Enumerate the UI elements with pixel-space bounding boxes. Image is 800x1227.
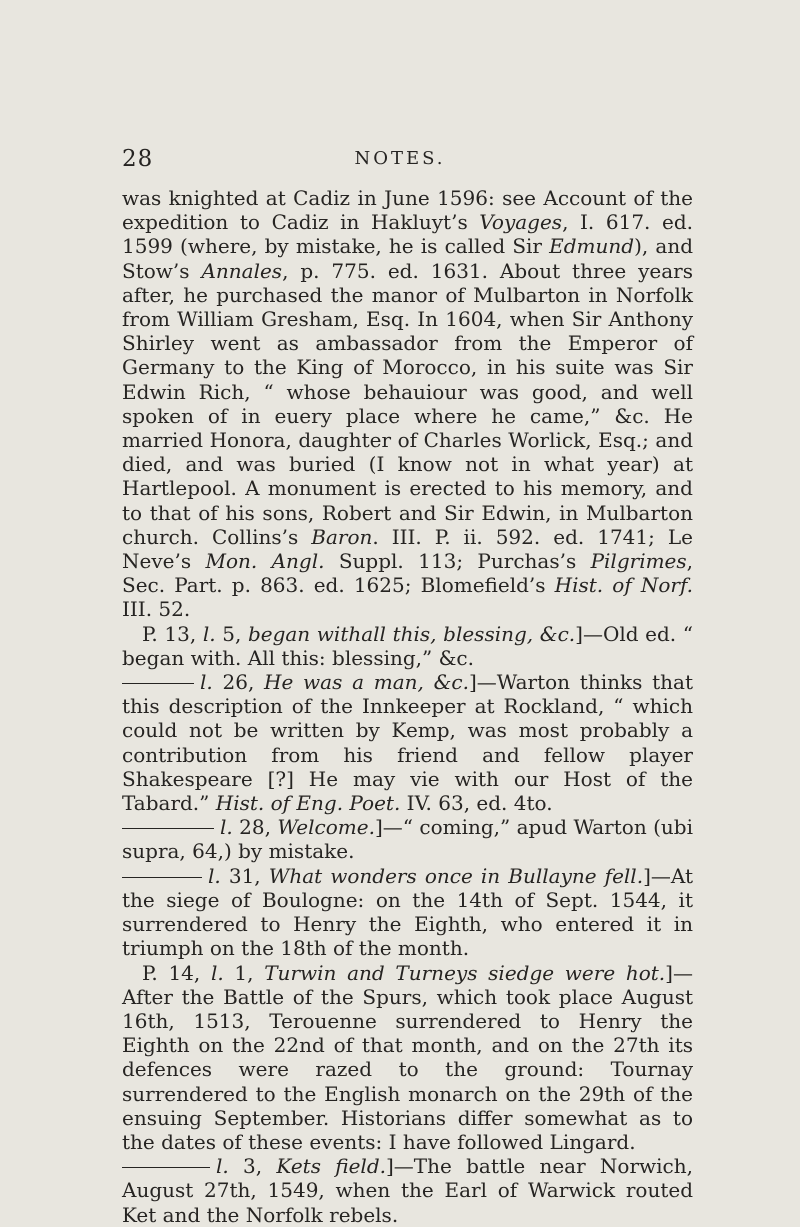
ditto-rule [122, 1167, 210, 1168]
note-paragraph: l. 31, What wonders once in Bullayne fell.]—At the siege of Boulogne: on the 14th of Sept. 1544, it surrendered to Henry the Eighth, who entered it in triumph on the 18th of the month. [122, 863, 693, 961]
ditto-rule [122, 683, 194, 684]
note-paragraph: l. 28, Welcome.]—“ coming,” apud Warton (ubi supra, 64,) by mistake. [122, 815, 693, 864]
note-paragraph: P. 13, l. 5, began withall this, blessing, &c.]—Old ed. “ began with. All this: blessing,” &c. [122, 621, 694, 670]
page-number: 28 [122, 146, 154, 172]
running-title: NOTES. [354, 148, 446, 169]
page-header [0, 146, 800, 176]
ditto-rule [122, 828, 214, 829]
note-paragraph: was knighted at Cadiz in June 1596: see Account of the expedition to Cadiz in Hakluyt’s Voyages, I. 617. ed. 1599 (where, by mistake, he is called Sir Edmund), and Stow’s Annales, p. 775. ed. 1631. About three years after, he purchased the manor of Mulbarton in Norfolk from William Gresham, Esq. In 1604, when Sir Anthony Shirley went as ambassador from the Emperor of Germany to the King of Morocco, in his suite was Sir Edwin Rich, “ whose behauiour was good, and well spoken of in euery place where he came,” &c. He married Honora, daughter of Charles Worlick, Esq.; and died, and was buried (I know not in what year) at Hartlepool. A monument is erected to his memory, and to that of his sons, Robert and Sir Edwin, in Mulbarton church. Collins’s Baron. III. P. ii. 592. ed. 1741; Le Neve’s Mon. Angl. Suppl. 113; Purchas’s Pilgrimes, Sec. Part. p. 863. ed. 1625; Blomefield’s Hist. of Norf. III. 52. [122, 186, 694, 622]
ditto-rule [122, 877, 202, 878]
note-paragraph: l. 26, He was a man, &c.]—Warton thinks that this description of the Innkeeper at Rockland, “ which could not be written by Kemp, was most probably a contribution from his friend and fellow player Shakespeare [?] He may vie with our Host of the Tabard.” Hist. of Eng. Poet. IV. 63, ed. 4to. [122, 670, 693, 816]
note-paragraph: l. 3, Kets field.]—The battle near Norwich, August 27th, 1549, when the Earl of Warwick routed Ket and the Norfolk rebels. [122, 1154, 693, 1227]
note-paragraph: P. 14, l. 1, Turwin and Turneys siedge were hot.]—After the Battle of the Spurs, which took place August 16th, 1513, Terouenne surrendered to Henry the Eighth on the 22nd of that month, and on the 27th its defences were razed to the ground: Tournay surrendered to the English monarch on the 29th of the ensuing September. Historians differ somewhat as to the dates of these events: I have followed Lingard. [122, 960, 693, 1154]
notes-body [122, 186, 693, 1227]
